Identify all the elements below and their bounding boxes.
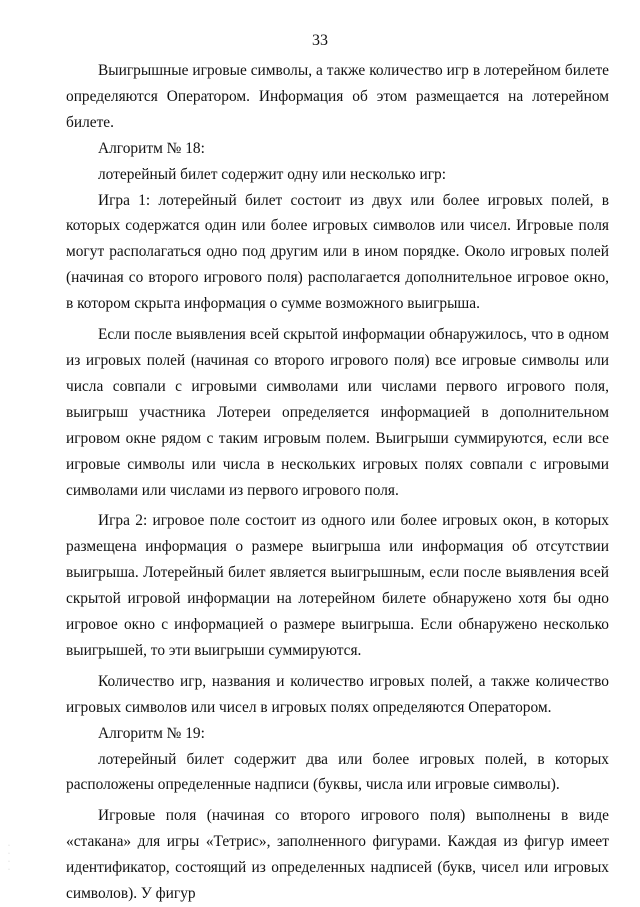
paragraph-tetris-fields: Игровые поля (начиная со второго игрового поля) выполнены в виде «стакана» для игры «Тетрис», заполненного фигурами. Каждая из фигур имеет идентификатор, состоящий из определенных надписей (букв, чисел или игровых символов). У фигур bbox=[66, 807, 609, 903]
paragraph-ticket-games: лотерейный билет содержит одну или несколько игр: bbox=[98, 165, 446, 183]
paragraph-game-count: Количество игр, названия и количество игровых полей, а также количество игровых символов или чисел в игровых полях определяются Оператором. bbox=[66, 672, 609, 716]
paragraph-game-2: Игра 2: игровое поле состоит из одного или более игровых окон, в которых размещена информация о размере выигрыша или информация об отсутствии выигрыша. Лотерейный билет является выигрышным, если после выявления всей скрытой игровой информации на лотерейном билете обнаружено хотя бы одно игровое окно с информацией о размере выигрыша. Если обнаружено несколько выигрышей, то эти выигрыши суммируются. bbox=[66, 512, 609, 659]
paragraph-ticket-fields: лотерейный билет содержит два или более игровых полей, в которых расположены определенные надписи (буквы, числа или игровые символы). bbox=[66, 750, 609, 794]
heading-algorithm-19: Алгоритм № 19: bbox=[98, 724, 205, 742]
heading-algorithm-18: Алгоритм № 18: bbox=[98, 139, 205, 157]
document-body bbox=[66, 58, 609, 907]
paragraph-winning-symbols: Выигрышные игровые символы, а также количество игр в лотерейном билете определяются Оператором. Информация об этом размещается на лотерейном билете. bbox=[66, 62, 609, 131]
scan-artifact: · · · · bbox=[8, 843, 10, 873]
paragraph-game-1: Игра 1: лотерейный билет состоит из двух или более игровых полей, в которых содержатся один или более игровых символов или чисел. Игровые поля могут располагаться одно под другим или в ином порядке. Около игровых полей (начиная со второго игрового поля) располагается дополнительное игровое окно, в котором скрыта информация о сумме возможного выигрыша. bbox=[66, 191, 609, 313]
page-number: 33 bbox=[312, 32, 328, 49]
paragraph-winning-rule: Если после выявления всей скрытой информации обнаружилось, что в одном из игровых полей (начиная со второго игрового поля) все игровые символы или числа совпали с игровыми символами или числами первого игрового поля, выигрыш участника Лотереи определяется информацией в дополнительном игровом окне рядом с таким игровым полем. Выигрыши суммируются, если все игровые символы или числа в нескольких игровых полях совпали с игровыми символами или числами из первого игрового поля. bbox=[66, 326, 609, 499]
